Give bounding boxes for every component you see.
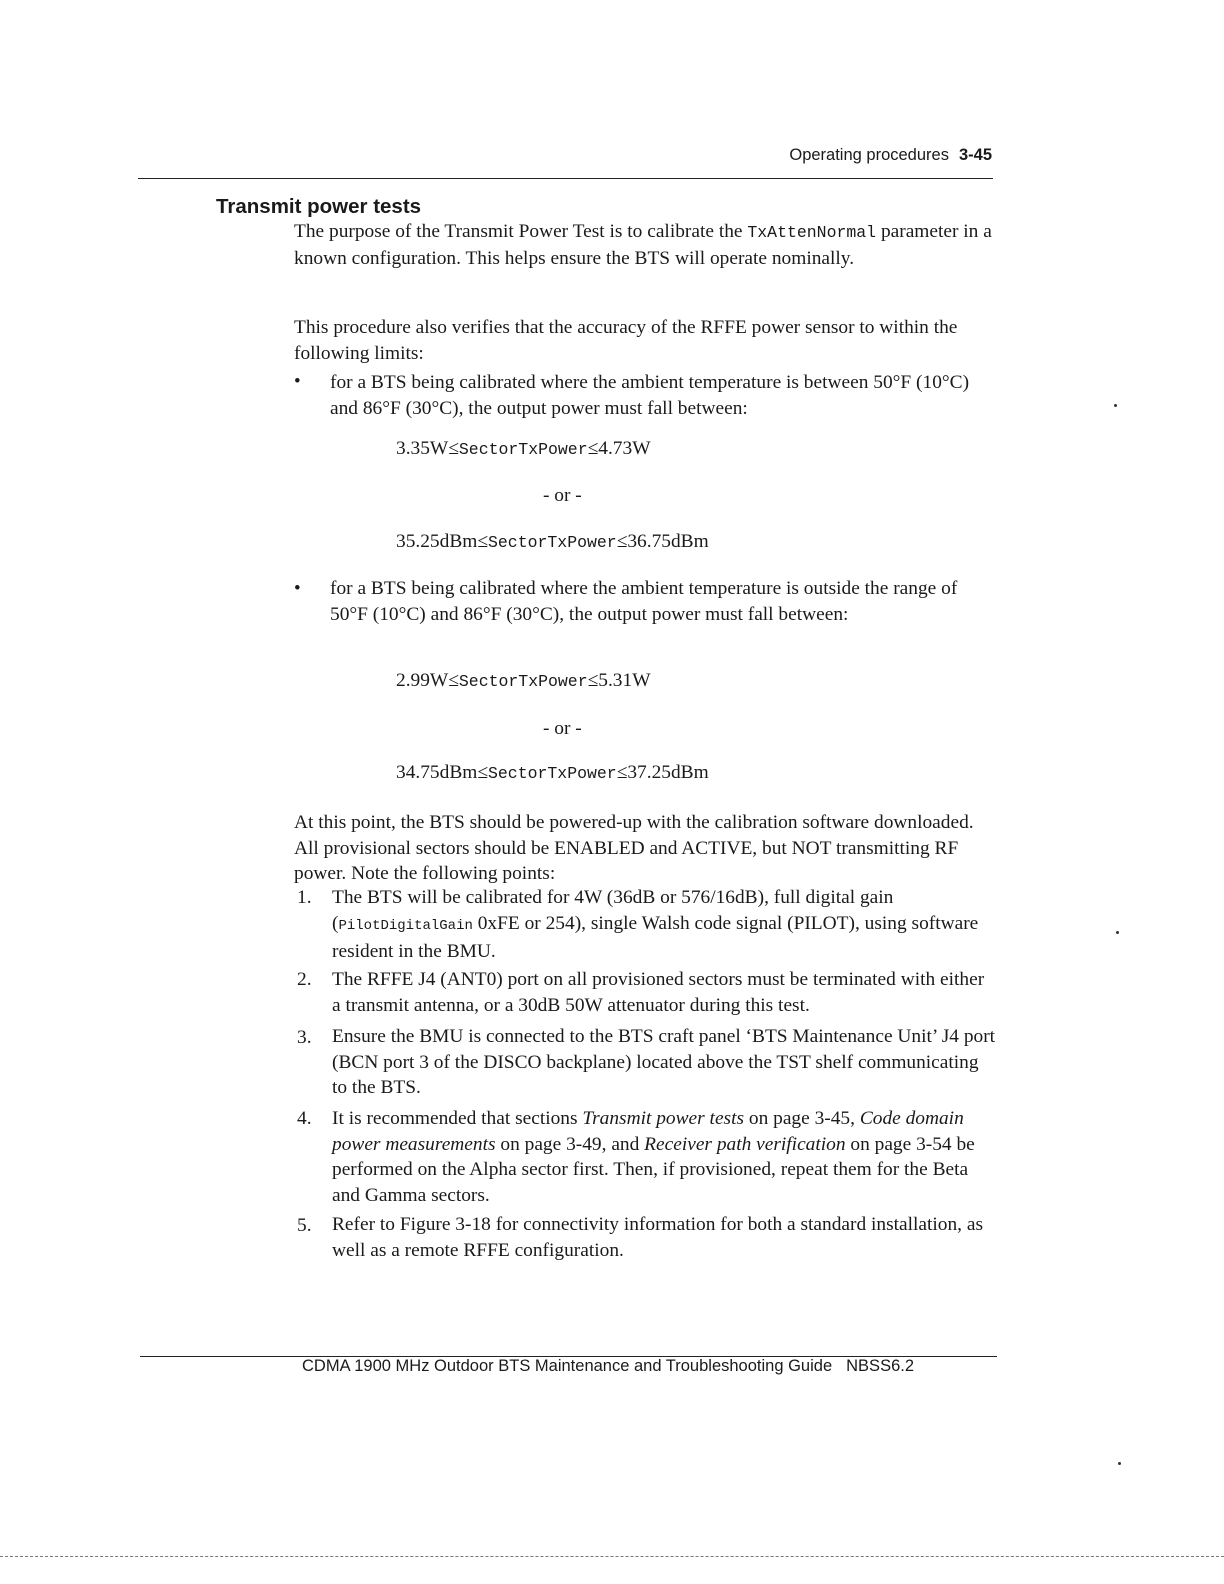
intro-paragraph-1 xyxy=(294,219,994,271)
scan-edge-line xyxy=(0,1556,1224,1557)
step-2-text: The RFFE J4 (ANT0) port on all provisioned sectors must be terminated with either a transmit antenna, or a 30dB 50W attenuator during this test. xyxy=(332,969,985,1016)
formula-2b: 34.75dBm≤SectorTxPower≤37.25dBm xyxy=(396,762,709,783)
xref-receiver-path: Receiver path verification xyxy=(644,1133,846,1155)
scan-speck xyxy=(1114,404,1117,407)
footer-title: CDMA 1900 MHz Outdoor BTS Maintenance and Troubleshooting Guide xyxy=(302,1357,833,1375)
intro-p1-text-b: parameter in a known configuration. This helps ensure the BTS will operate nominally. xyxy=(294,221,992,269)
intro-p1-text-a: The purpose of the Transmit Power Test is to calibrate the xyxy=(294,221,748,242)
param-pilotdigitalgain: PilotDigitalGain xyxy=(338,917,473,934)
scan-speck xyxy=(1116,931,1119,934)
step-3-number: 3. xyxy=(297,1027,312,1048)
param-txattennormal: TxAttenNormal xyxy=(747,223,877,242)
step-3-text: Ensure the BMU is connected to the BTS craft panel ‘BTS Maintenance Unit’ J4 port (BCN port 3 of the DISCO backplane) located above the TST shelf communicating to the BTS. xyxy=(332,1026,996,1098)
header-section: Operating procedures xyxy=(789,146,949,164)
intro-paragraph-2: This procedure also verifies that the accuracy of the RFFE power sensor to within the following limits: xyxy=(294,317,958,364)
or-separator-1: - or - xyxy=(543,485,582,506)
step-1-number: 1. xyxy=(297,887,312,908)
scan-speck xyxy=(1118,1462,1121,1465)
running-footer xyxy=(302,1357,914,1376)
step-1-text: The BTS will be calibrated for 4W (36dB or 576/16dB), full digital gain (PilotDigitalGain 0xFE or 254), single Walsh code signal (PILOT), using software resident in the BMU. xyxy=(332,887,979,962)
page-number: 3-45 xyxy=(958,146,992,164)
xref-transmit-power-tests: Transmit power tests xyxy=(582,1108,745,1129)
step-4-number: 4. xyxy=(297,1108,312,1129)
step-5-number: 5. xyxy=(297,1215,312,1236)
header-rule xyxy=(138,178,993,179)
formula-2a: 2.99W≤SectorTxPower≤5.31W xyxy=(396,670,651,691)
step-5-text: Refer to Figure 3-18 for connectivity information for both a standard installation, as well as a remote RFFE configuration. xyxy=(332,1214,984,1261)
xref-code-domain-power: Code domain power measurements xyxy=(332,1108,964,1155)
formula-1a: 3.35W≤SectorTxPower≤4.73W xyxy=(396,438,651,459)
bullet-1-marker: • xyxy=(294,371,301,392)
formula-1b: 35.25dBm≤SectorTxPower≤36.75dBm xyxy=(396,531,709,552)
step-2-number: 2. xyxy=(297,969,312,990)
bullet-1-text: for a BTS being calibrated where the ambient temperature is between 50°F (10°C) and 86°F (30°C), the output power must fall between: xyxy=(330,372,970,419)
section-title: Transmit power tests xyxy=(216,195,422,218)
running-header xyxy=(789,146,992,165)
step-4-text: It is recommended that sections Transmit power tests on page 3-45, Code domain power measurements on page 3-49, and Receiver path verification on page 3-54 be performed on the Alpha sector first. Then, if provisioned, repeat them for the Beta and Gamma sectors. xyxy=(332,1108,975,1206)
status-paragraph: At this point, the BTS should be powered-up with the calibration software downloaded. All provisional sectors should be ENABLED and ACTIVE, but NOT transmitting RF power. Note the following points: xyxy=(294,812,974,884)
footer-release: NBSS6.2 xyxy=(846,1357,915,1375)
bullet-2-marker: • xyxy=(294,578,301,599)
bullet-2-text: for a BTS being calibrated where the ambient temperature is outside the range of 50°F (10°C) and 86°F (30°C), the output power must fall between: xyxy=(330,578,958,625)
or-separator-2: - or - xyxy=(543,718,582,739)
